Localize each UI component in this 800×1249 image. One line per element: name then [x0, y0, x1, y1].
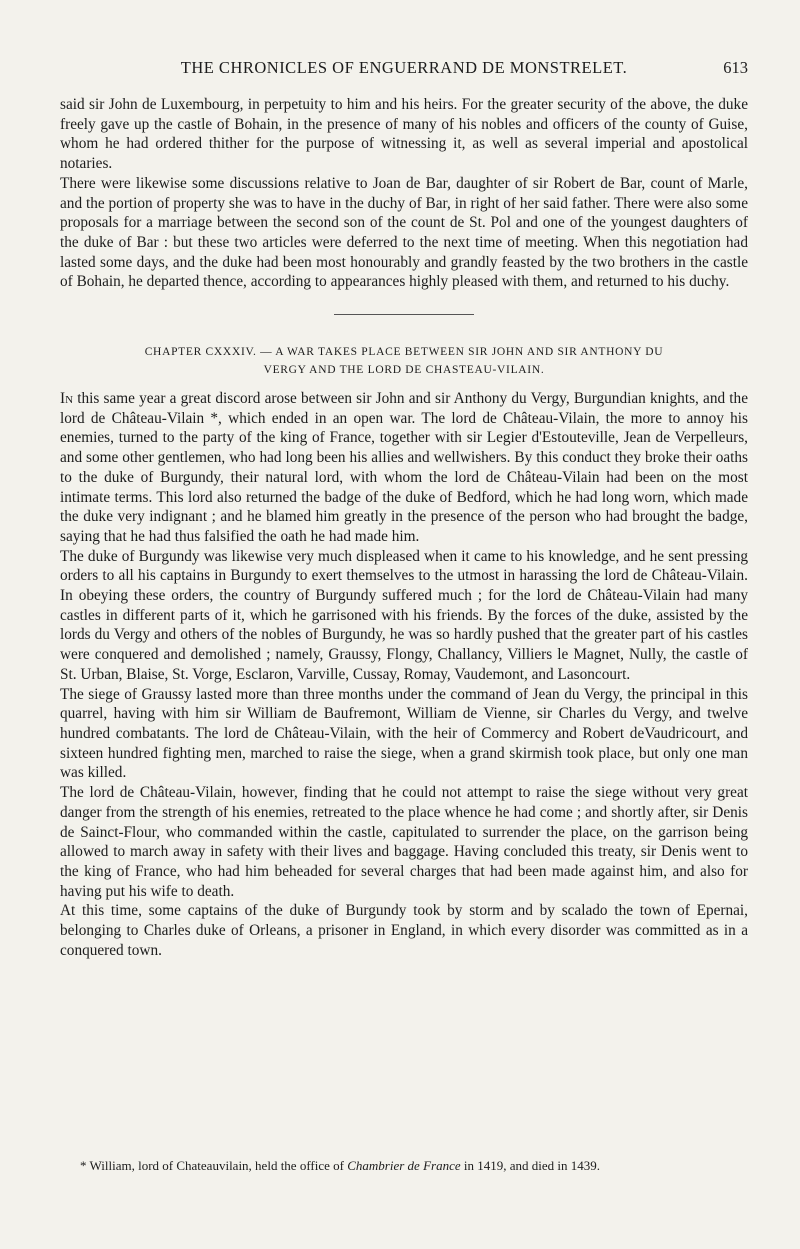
- paragraph: The lord de Château-Vilain, however, finding that he could not attempt to raise the siege without very great danger from the strength of his enemies, retreated to the place whence he had come ; and shortly after, sir Denis de Sainct-Flour, who commanded within the castle, capitulated to surrender the place, on the garrison being allowed to march away in safety with their lives and baggage. Having concluded this treaty, sir Denis went to the king of France, who had him beheaded for several charges that had been made against him, and also for having put his wife to death.: [60, 784, 748, 900]
- body-text: [60, 95, 748, 960]
- footnote-text-end: in 1419, and died in 1439.: [460, 1158, 600, 1173]
- paragraph-text: this same year a great discord arose between sir John and sir Anthony du Vergy, Burgundian knights, and the lord de Château-Vilain *, which ended in an open war. The lord de Château-Vilain, the more to annoy his enemies, turned to the party of the king of France, together with sir Legier d'Estouteville, Jean de Verpelleurs, and some other gentlemen, who had long been his allies and wellwishers. By this conduct they broke their oaths to the duke of Burgundy, their natural lord, with whom the lord de Château-Vilain had been on the most intimate terms. This lord also returned the badge of the duke of Bedford, which he had long worn, which made the duke very indignant ; and he blamed him greatly in the presence of the person who had brought the badge, saying that he had thus falsified the oath he had made him.: [60, 390, 748, 545]
- footnote: [60, 1158, 748, 1174]
- section-divider: [334, 314, 474, 315]
- paragraph: At this time, some captains of the duke of Burgundy took by storm and by scalado the town of Epernai, belonging to Charles duke of Orleans, a prisoner in England, in which every disorder was committed as in a conquered town.: [60, 902, 748, 959]
- opening-word: In: [60, 390, 74, 408]
- chapter-first-paragraph: [60, 389, 748, 547]
- footnote-text: * William, lord of Chateauvilain, held the office of: [80, 1158, 348, 1173]
- chapter-heading-line: CHAPTER CXXXIV. — A WAR TAKES PLACE BETWEEN SIR JOHN AND SIR ANTHONY DU: [144, 346, 664, 359]
- paragraph: There were likewise some discussions relative to Joan de Bar, daughter of sir Robert de Bar, count of Marle, and the portion of property she was to have in the duchy of Bar, in right of her said father. There were also some proposals for a marriage between the second son of the count de St. Pol and one of the youngest daughters of the duke of Bar : but these two articles were deferred to the next time of meeting. When this negotiation had lasted some days, and the duke had been most honourably and grandly feasted by the two brothers in the castle of Bohain, he departed thence, according to appearances highly pleased with them, and returned to his duchy.: [60, 174, 748, 291]
- paragraph: The duke of Burgundy was likewise very much displeased when it came to his knowledge, and he sent pressing orders to all his captains in Burgundy to exert themselves to the utmost in harassing the lord de Château-Vilain. In obeying these orders, the country of Burgundy suffered much ; for the lord de Château-Vilain had many castles in different parts of it, which he garrisoned with his friends. By the forces of the duke, assisted by the lords du Vergy and others of the nobles of Burgundy, he was so hardly pushed that the greater part of his castles were conquered and demolished ; namely, Graussy, Flongy, Challancy, Villiers le Magnet, Nully, the castle of St. Urban, Blaise, St. Vorge, Esclaron, Varville, Cussay, Romay, Vaudemont, and Lasoncourt.: [60, 547, 748, 683]
- running-head: THE CHRONICLES OF ENGUERRAND DE MONSTRELET.: [180, 58, 628, 77]
- paragraph: The siege of Graussy lasted more than three months under the command of Jean du Vergy, the principal in this quarrel, having with him sir William de Baufremont, William de Vienne, sir Charles du Vergy, and twelve hundred combatants. The lord de Château-Vilain, with the heir of Commercy and Robert deVaudricourt, and sixteen hundred fighting men, marched to raise the siege, when a grand skirmish took place, but only one man was killed.: [60, 685, 748, 782]
- footnote-title: Chambrier de France: [347, 1158, 461, 1173]
- chapter-heading: [60, 343, 748, 379]
- paragraph: said sir John de Luxembourg, in perpetuity to him and his heirs. For the greater security of the above, the duke freely gave up the castle of Bohain, in the presence of many of his nobles and officers of the county of Guise, whom he had ordered thither for the purpose of witnessing it, as well as several imperial and apostolical notaries.: [60, 96, 748, 173]
- page-number: 613: [723, 58, 748, 77]
- page-header: [60, 58, 748, 80]
- chapter-heading-line: VERGY AND THE LORD DE CHASTEAU-VILAIN.: [263, 364, 545, 377]
